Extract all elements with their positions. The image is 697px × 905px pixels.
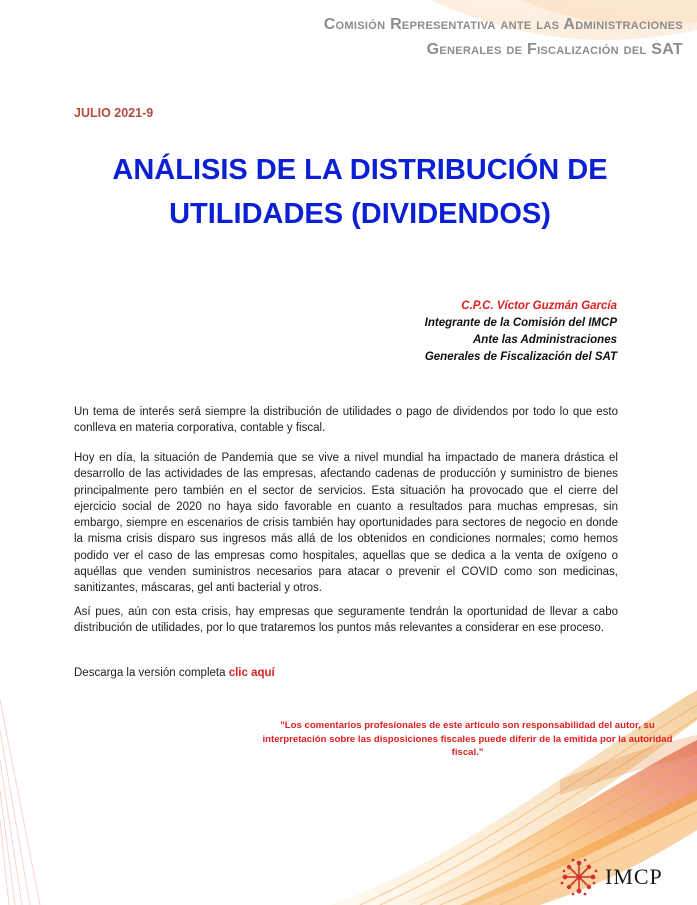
body-paragraph-2: Hoy en día, la situación de Pandemia que se vive a nivel mundial ha impactado de manera drástica el desarrollo de las actividades de las empresas, afectando cadenas de producción y suministro de bienes principalmente pero también en el sector de servicios. Esta situación ha provocado que el cierre del ejercicio social de 2020 no haya sido favorable en cuanto a resultados para muchas empresas, sin embargo, siempre en escenarios de crisis también hay oportunidades para sectores de negocio en donde la misma crisis disparo sus ingresos más allá de los obtenidos en condiciones normales; como hemos podido ver el caso de las empresas como hospitales, aquellas que se dedica a la venta de oxígeno o aquéllas que venden suministros necesarios para atacar o prevenir el COVID como son medicinas, sanitizantes, máscaras, gel anti bacterial y otros. [74, 452, 618, 595]
download-link[interactable]: clic aquí [228, 667, 275, 679]
download-line [74, 667, 275, 679]
imcp-logo-text: IMCP [605, 864, 663, 889]
author-role-1: Integrante de la Comisión del IMCP [424, 317, 617, 329]
article-title [60, 148, 660, 236]
title-line-1: ANÁLISIS DE LA DISTRIBUCIÓN DE [112, 154, 608, 186]
author-block [425, 298, 617, 366]
imcp-logo [559, 857, 663, 897]
imcp-emblem-icon [559, 857, 599, 897]
body-paragraph-1: Un tema de interés será siempre la distribución de utilidades o pago de dividendos por todo lo que esto conlleva en materia corporativa, contable y fiscal. [74, 406, 618, 435]
body-paragraph-3: Así pues, aún con esta crisis, hay empresas que seguramente tendrán la oportunidad de llevar a cabo distribución de utilidades, por lo que trataremos los puntos más relevantes a considerar en ese proceso. [74, 606, 618, 635]
header-commission-line-1: Comisión Representativa ante las Administraciones [323, 16, 683, 33]
author-role-2: Ante las Administraciones [472, 334, 617, 346]
header-commission-line-2: Generales de Fiscalización del SAT [426, 41, 683, 58]
author-name: C.P.C. Víctor Guzmán García [461, 300, 617, 312]
publication-date: JULIO 2021-9 [74, 106, 154, 120]
download-text: Descarga la versión completa [74, 667, 229, 679]
disclaimer-note: "Los comentarios profesionales de este artículo son responsabilidad del autor, su interpretación sobre las disposiciones fiscales puede diferir de la emitida por la autoridad fiscal." [262, 720, 673, 758]
author-role-3: Generales de Fiscalización del SAT [424, 351, 617, 363]
title-line-2: UTILIDADES (DIVIDENDOS) [169, 198, 551, 230]
